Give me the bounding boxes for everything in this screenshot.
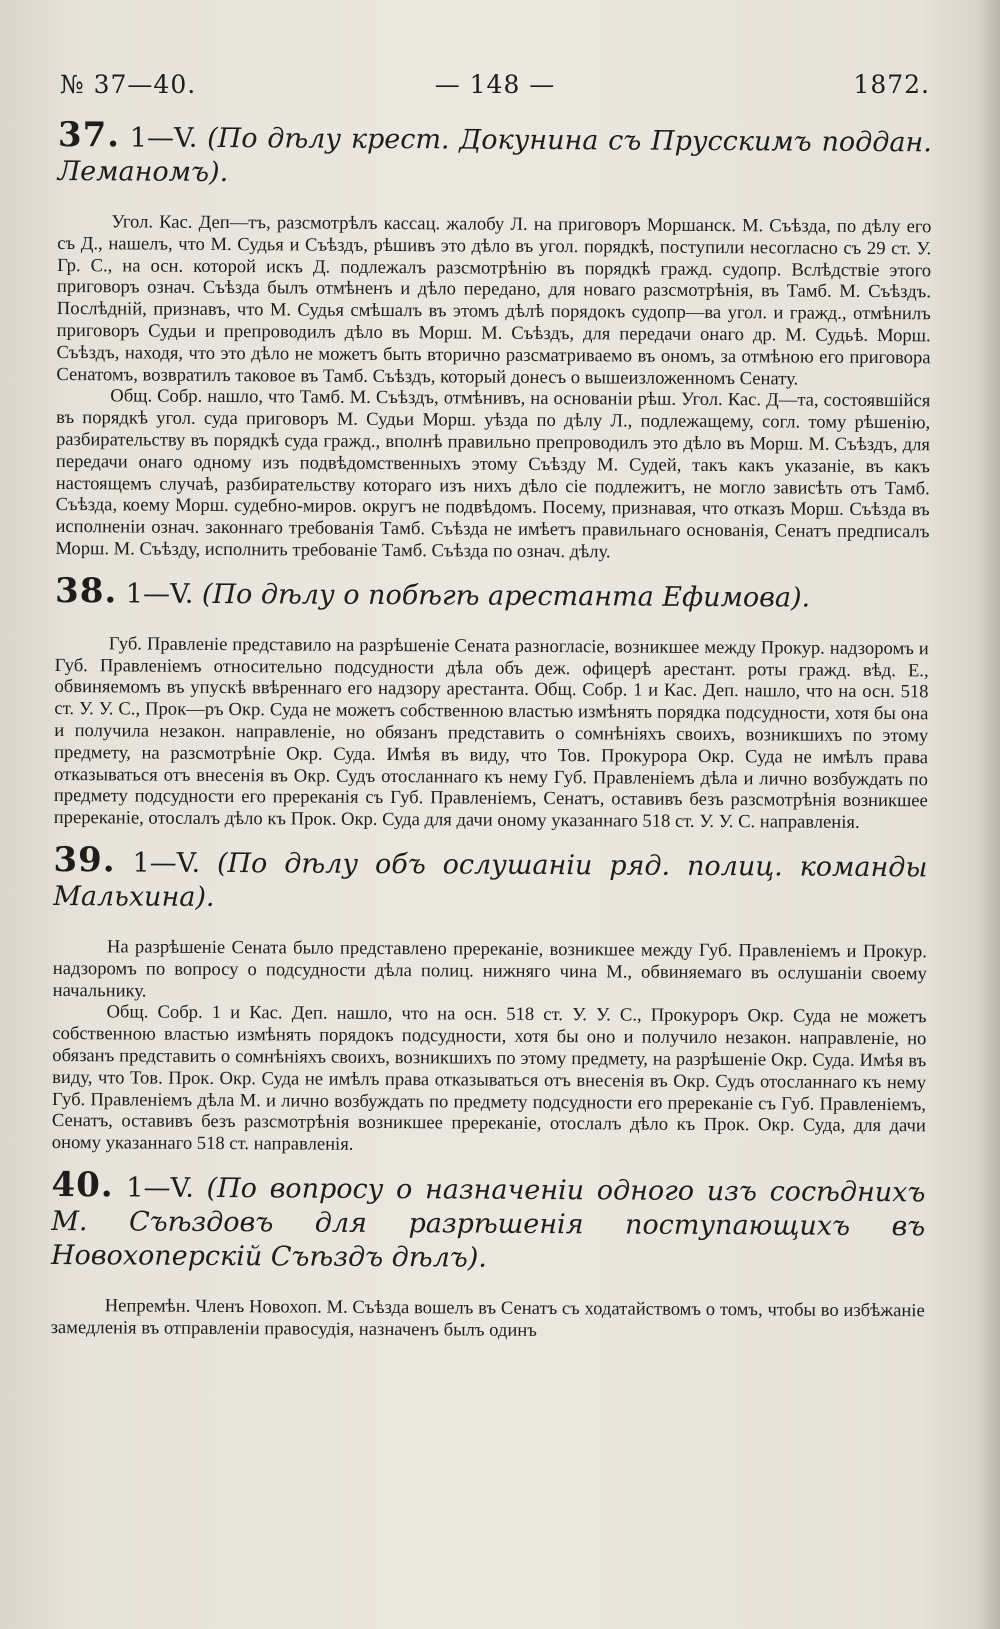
entry-paragraph: На разрѣшеніе Сената было представлено пререканіе, возникшее между Губ. Правленіемъ и Прокур. надзоромъ по вопросу о подсудности дѣла полиц. нижняго чина М., обвиняемаго въ ослушаніи своему начальнику. <box>52 936 927 1002</box>
entry-heading <box>57 115 932 194</box>
entry-number: 38. <box>54 570 118 612</box>
entry-number: 39. <box>53 839 116 881</box>
entry-40 <box>50 1164 926 1344</box>
entry-paragraph: Общ. Собр. 1 и Кас. Деп. нашло, что на осн. 518 ст. У. У. С., Прокуроръ Окр. Суда не можетъ собственною властью измѣнять порядокъ подсудности, хотя бы оно и получило незакон. направленіе, но обязанъ представить о сомнѣніяхъ своихъ, возникшихъ по этому предмету, на разрѣшеніе Окр. Суда. Имѣя въ виду, что Тов. Прок. Окр. Суда не имѣлъ права отказываться отъ внесенія въ Окр. Судъ отосланнаго къ нему Губ. Правленіемъ дѣла М. и лично возбуждать по предмету подсудности его пререканіе съ Губ. Правленіемъ, Сенатъ, оставивъ безъ разсмотрѣнія возникшее пререканіе, отослалъ дѣло къ Прок. Окр. Суда, для дачи оному указаннаго 518 ст. направленія. <box>51 1001 927 1155</box>
entry-number: 40. <box>51 1164 114 1206</box>
page-number: — 148 — <box>434 70 556 99</box>
entry-number: 37. <box>57 115 121 156</box>
entry-paragraph: Губ. Правленіе представило на разрѣшеніе Сената разногласіе, возникшее между Прокур. надзоромъ и Губ. Правленіемъ относительно подсудности дѣла объ деж. офицерѣ арестант. роты гражд. вѣд. Е., обвиняемомъ въ упускѣ ввѣреннаго его надзору арестанта. Общ. Собр. 1 и Кас. Деп. нашло, что на осн. 518 ст. У. У. С., Прок—ръ Окр. Суда не можетъ собственною властью измѣнять порядка подсудности, хотя бы она и получила незакон. направленіе, но обязанъ представить о сомнѣніяхъ своихъ, возникшихъ по этому предмету, на разсмотрѣніе Окр. Суда. Имѣя въ виду, что Тов. Прокурора Окр. Суда не имѣлъ права отказываться отъ внесенія въ Окр. Судъ отосланнаго къ нему Губ. Правленіемъ дѣла и лично возбуждать по предмету подсудности его пререканія съ Губ. Правленіемъ, Сенатъ, оставивъ безъ разсмотрѣнія возникшее пререканіе, отослалъ дѣло къ Прок. Окр. Суда для дачи оному указаннаго 518 ст. У. У. С. направленія. <box>53 633 929 834</box>
entry-39 <box>51 839 928 1159</box>
page-body <box>50 115 932 1358</box>
entry-title: (По дѣлу объ ослушаніи ряд. полиц. команды Мальхина). <box>53 847 928 913</box>
entry-heading <box>50 1164 926 1278</box>
entry-paragraph: Угол. Кас. Деп—тъ, разсмотрѣлъ кассац. жалобу Л. на приговоръ Моршанск. М. Съѣзда, по дѣлу его съ Д., нашелъ, что М. Судья и Съѣздъ, рѣшивъ это дѣло въ угол. порядкѣ, поступили несогласно съ 29 ст. У. Гр. С., на осн. которой искъ Д. подлежалъ разсмотрѣнію въ порядкѣ гражд. судопр. Вслѣдствіе этого приговоръ означ. Съѣзда былъ отмѣненъ и дѣло передано, для новаго разсмотрѣнія, въ Тамб. М. Съѣздъ. Послѣдній, признавъ, что М. Судья смѣшалъ въ этомъ дѣлѣ порядокъ судопр—ва угол. и гражд., отмѣнилъ приговоръ Судьи и препроводилъ дѣло въ Морш. М. Съѣздъ, для передачи онаго др. М. Судьѣ. Морш. Съѣздъ, находя, что это дѣло не можетъ быть вторично разсматриваемо въ ономъ, за отмѣною его приговора Сенатомъ, возвратилъ таковое въ Тамб. Съѣздъ, который донесъ о вышеизложенномъ Сенату. <box>56 211 932 390</box>
entry-date: 1—V. <box>125 578 194 610</box>
entry-37 <box>55 115 932 565</box>
header-year: 1872. <box>853 70 930 99</box>
entry-title: (По дѣлу крест. Докунина съ Прусскимъ поддан. Леманомъ). <box>57 122 932 189</box>
header-entry-range: № 37—40. <box>60 70 197 99</box>
entry-date: 1—V. <box>126 1172 194 1204</box>
entry-date: 1—V. <box>129 122 198 154</box>
entry-title: (По вопросу о назначеніи одного изъ сосѣднихъ М. Съѣздовъ для разрѣшенія поступающихъ въ Новохоперскій Съѣздъ дѣлъ). <box>50 1172 926 1274</box>
entry-paragraph: Непремѣн. Членъ Новохоп. М. Съѣзда вошелъ въ Сенатъ съ ходатайствомъ о томъ, чтобы во избѣжаніе замедленія въ отправленіи правосудія, назначенъ былъ одинъ <box>50 1295 925 1341</box>
entry-paragraph: Общ. Собр. нашло, что Тамб. М. Съѣздъ, отмѣнивъ, на основаніи рѣш. Угол. Кас. Д—та, состоявшійся въ порядкѣ угол. суда приговоръ М. Судьи Морш. уѣзда по дѣлу Л., подлежащему, согл. тому рѣшенію, разбирательству въ порядкѣ суда гражд., вполнѣ правильно препроводилъ это дѣло въ Морш. М. Съѣздъ, для передачи онаго одному изъ подвѣдомственныхъ этому Съѣзду М. Судей, такъ какъ указаніе, въ какъ настоящемъ случаѣ, разбирательству котораго изъ нихъ дѣло сіе подлежитъ, не могло зависѣть отъ Тамб. Съѣзда, коему Морш. судебно-миров. округъ не подвѣдомъ. Посему, признавая, что отказъ Морш. Съѣзда въ исполненіи означ. законнаго требованія Тамб. Съѣзда не имѣетъ правильнаго основанія, Сенатъ предписалъ Морш. М. Съѣзду, исполнить требованіе Тамб. Съѣзда по означ. дѣлу. <box>55 385 931 563</box>
entry-title: (По дѣлу о побѣгѣ арестанта Ефимова). <box>201 578 811 614</box>
entry-heading <box>54 570 929 616</box>
entry-38 <box>53 570 930 835</box>
running-header <box>60 70 930 104</box>
page-edge-shadow <box>978 0 1000 1629</box>
entry-date: 1—V. <box>132 847 201 879</box>
entry-heading <box>53 839 928 919</box>
